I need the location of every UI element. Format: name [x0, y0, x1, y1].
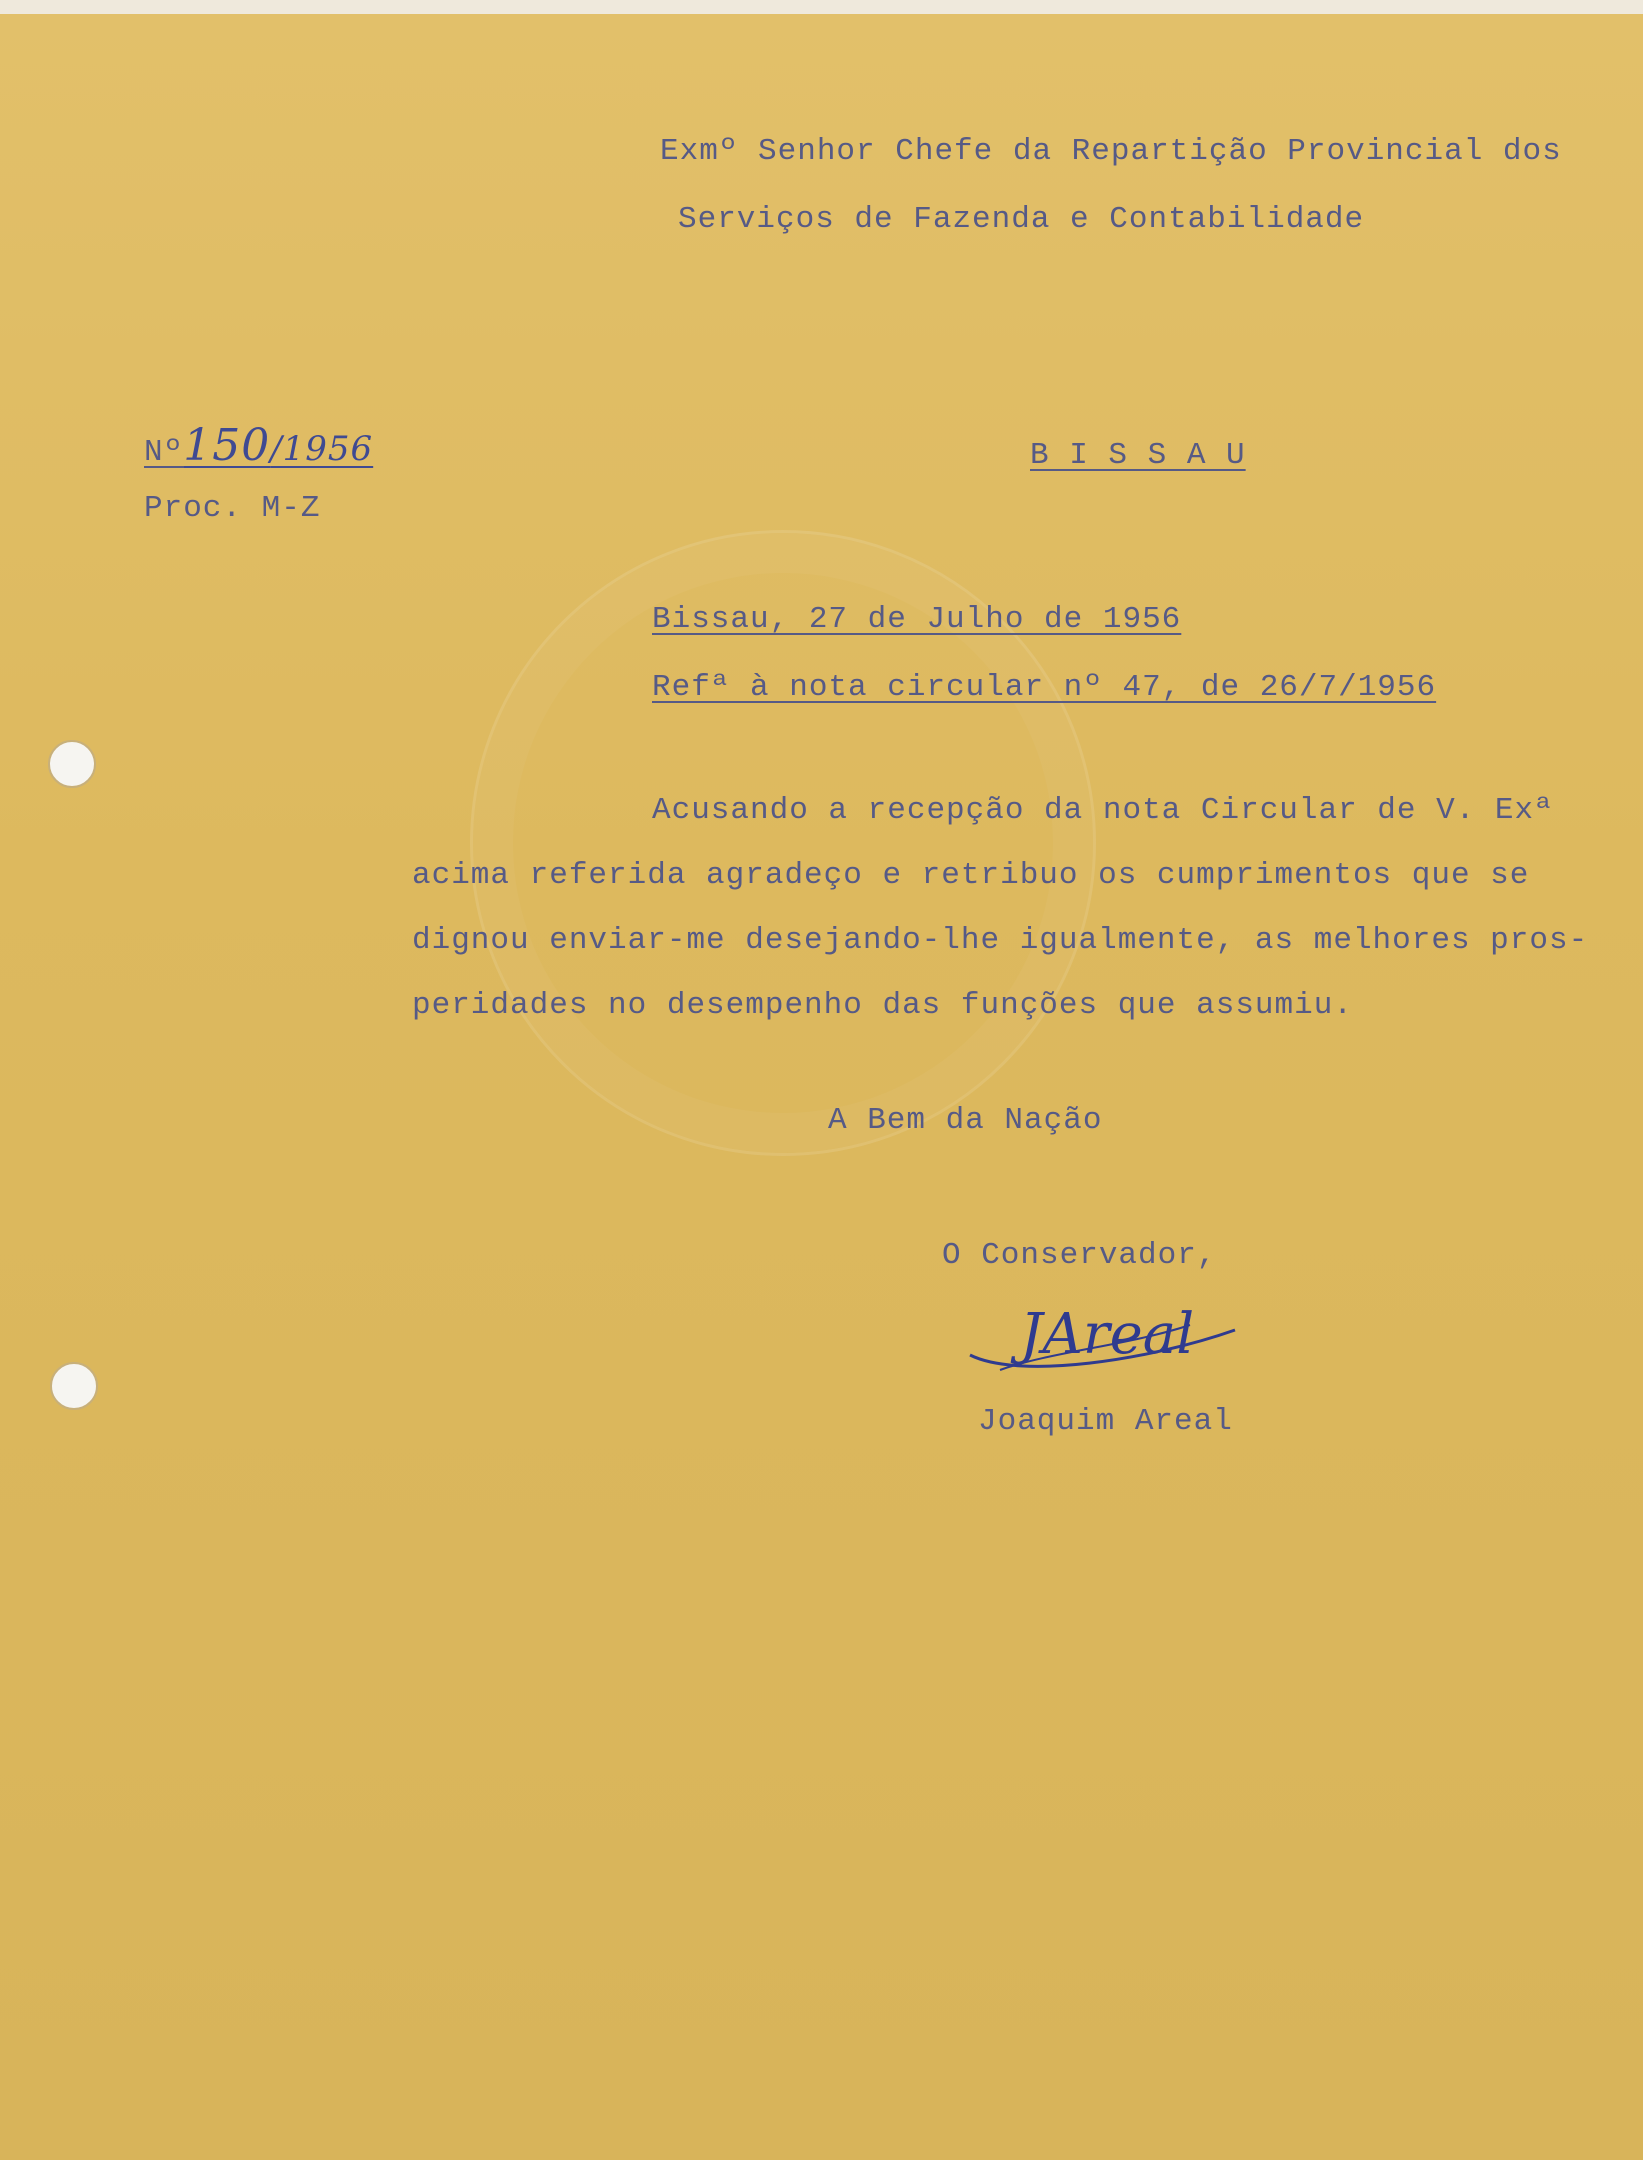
- addressee-line-2: Serviços de Fazenda e Contabilidade: [678, 202, 1365, 237]
- body-paragraph: [412, 795, 1592, 1055]
- signature-text: JAreal: [1020, 1302, 1195, 1367]
- body-line: peridades no desempenho das funções que assumiu.: [412, 988, 1353, 1023]
- addressee-line-1: Exmº Senhor Chefe da Repartição Provincial dos: [660, 134, 1562, 169]
- reference-number: [144, 420, 374, 471]
- signatory-title: O Conservador,: [942, 1238, 1217, 1273]
- destination: B I S S A U: [1030, 438, 1246, 473]
- ref-number-year: /1956: [270, 429, 374, 469]
- punch-hole-top: [48, 740, 96, 788]
- body-line: acima referida agradeço e retribuo os cumprimentos que se: [412, 858, 1530, 893]
- closing: A Bem da Nação: [828, 1103, 1103, 1138]
- signature: [960, 1290, 1250, 1395]
- body-line: Acusando a recepção da nota Circular de V. Exª: [652, 793, 1554, 828]
- date-line: Bissau, 27 de Julho de 1956: [652, 602, 1182, 637]
- reference-line: Refª à nota circular nº 47, de 26/7/1956: [652, 670, 1437, 705]
- ref-number-handwritten: 150: [183, 420, 271, 471]
- process-code: Proc. M-Z: [144, 491, 321, 526]
- punch-hole-bottom: [50, 1362, 98, 1410]
- signatory-name: Joaquim Areal: [978, 1404, 1233, 1439]
- ref-number-prefix: Nº: [144, 435, 184, 470]
- body-line: dignou enviar-me desejando-lhe igualmente, as melhores pros-: [412, 923, 1589, 958]
